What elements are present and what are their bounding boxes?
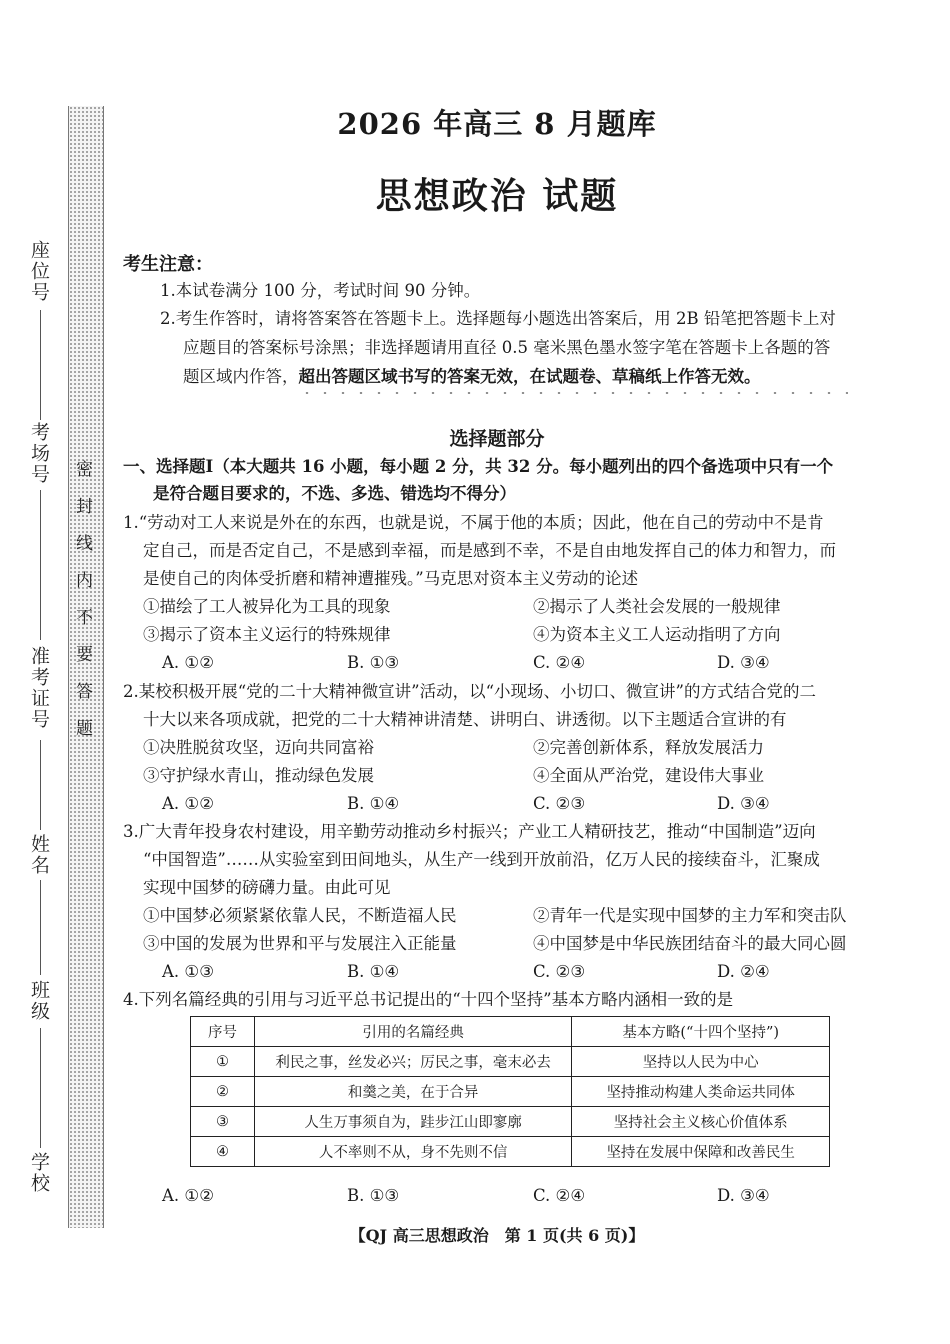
table-row xyxy=(191,1107,830,1137)
q2-statement-3: ③守护绿水青山，推动绿色发展 xyxy=(143,766,374,785)
seat-number-line xyxy=(40,310,41,420)
seat-number-label: 座位号 xyxy=(28,240,50,303)
q3-stem-line-2: “中国智造”……从实验室到田间地头，从生产一线到开放前沿，亿万人民的接续奋斗，汇聚成 xyxy=(143,850,820,869)
q2-statement-1: ①决胜脱贫攻坚，迈向共同富裕 xyxy=(143,738,374,757)
notice-item-2-line-1: 2.考生作答时，请将答案答在答题卡上。选择题每小题选出答案后，用 2B 铅笔把答题卡上对 xyxy=(160,309,836,328)
q3-statement-1: ①中国梦必须紧紧依靠人民，不断造福人民 xyxy=(143,906,457,925)
notice-item-2-line-3 xyxy=(183,366,761,388)
table-cell: 坚持社会主义核心价值体系 xyxy=(572,1107,830,1137)
table-row xyxy=(191,1047,830,1077)
q1-statement-2: ②揭示了人类社会发展的一般规律 xyxy=(533,597,781,616)
q4-option-d[interactable]: D. ③④ xyxy=(717,1186,770,1205)
school-label: 学校 xyxy=(28,1152,50,1194)
q3-statement-4: ④中国梦是中华民族团结奋斗的最大同心圆 xyxy=(533,934,847,953)
q2-option-b[interactable]: B. ①④ xyxy=(347,794,400,813)
q1-stem-line-3: 是使自己的肉体受折磨和精神遭摧残。”马克思对资本主义劳动的论述 xyxy=(143,569,639,588)
notice-item-2-line-2: 应题目的答案标号涂黑；非选择题请用直径 0.5 毫米黑色墨水签字笔在答题卡上各题的答 xyxy=(183,338,831,357)
class-line xyxy=(40,1028,41,1148)
table-row xyxy=(191,1077,830,1107)
q3-option-b[interactable]: B. ①④ xyxy=(347,962,400,981)
part-instruction-line-1: 一、选择题Ⅰ（本大题共 16 小题，每小题 2 分，共 32 分。每小题列出的四个备选项中只有一个 xyxy=(123,457,834,476)
q4-table xyxy=(190,1016,830,1167)
page-title: 2026 年高三 8 月题库 xyxy=(337,107,657,141)
table-cell: 坚持以人民为中心 xyxy=(572,1047,830,1077)
table-row xyxy=(191,1137,830,1167)
admission-number-line xyxy=(40,740,41,830)
q3-option-d[interactable]: D. ②④ xyxy=(717,962,770,981)
name-line xyxy=(40,880,41,975)
notice-item-2-line-3-normal: 题区域内作答， xyxy=(183,367,299,386)
q2-statement-4: ④全面从严治党，建设伟大事业 xyxy=(533,766,764,785)
q1-statement-3: ③揭示了资本主义运行的特殊规律 xyxy=(143,625,391,644)
table-cell: 坚持推动构建人类命运共同体 xyxy=(572,1077,830,1107)
q1-option-d[interactable]: D. ③④ xyxy=(717,653,770,672)
class-label: 班级 xyxy=(28,980,50,1022)
q3-option-a[interactable]: A. ①③ xyxy=(162,962,214,981)
q4-option-a[interactable]: A. ①② xyxy=(162,1186,214,1205)
admission-number-label: 准考证号 xyxy=(28,646,50,730)
q1-statement-1: ①描绘了工人被异化为工具的现象 xyxy=(143,597,391,616)
table-cell: 和羹之美，在于合异 xyxy=(254,1077,571,1107)
table-header-cell: 引用的名篇经典 xyxy=(254,1017,571,1047)
exam-room-line xyxy=(40,490,41,640)
table-header-row xyxy=(191,1017,830,1047)
q1-option-b[interactable]: B. ①③ xyxy=(347,653,400,672)
table-cell: ② xyxy=(191,1077,255,1107)
seal-strip-text: 密封线内不要答题 xyxy=(72,460,92,756)
q4-option-b[interactable]: B. ①③ xyxy=(347,1186,400,1205)
q1-option-a[interactable]: A. ①② xyxy=(162,653,214,672)
q2-option-c[interactable]: C. ②③ xyxy=(533,794,586,813)
q1-option-c[interactable]: C. ②④ xyxy=(533,653,586,672)
name-label: 姓名 xyxy=(28,834,50,876)
q4-option-c[interactable]: C. ②④ xyxy=(533,1186,586,1205)
q2-statement-2: ②完善创新体系，释放发展活力 xyxy=(533,738,764,757)
table-cell: ③ xyxy=(191,1107,255,1137)
q1-stem-line-2: 定自己，而是否定自己，不是感到幸福，而是感到不幸，不是自由地发挥自己的体力和智力，而 xyxy=(143,541,836,560)
table-cell: 人不率则不从，身不先则不信 xyxy=(254,1137,571,1167)
part-instruction-line-2: 是符合题目要求的，不选、多选、错选均不得分） xyxy=(153,484,516,503)
notice-item-2-emphasis: 超出答题区域书写的答案无效，在试题卷、草稿纸上作答无效。 xyxy=(298,367,761,386)
table-cell: 坚持在发展中保障和改善民生 xyxy=(572,1137,830,1167)
table-cell: ④ xyxy=(191,1137,255,1167)
q3-option-c[interactable]: C. ②③ xyxy=(533,962,586,981)
q1-statement-4: ④为资本主义工人运动指明了方向 xyxy=(533,625,781,644)
table-cell: 利民之事，丝发必兴；厉民之事，毫末必去 xyxy=(254,1047,571,1077)
q2-stem-line-1: 2.某校积极开展“党的二十大精神微宣讲”活动，以“小现场、小切口、微宣讲”的方式结合党的二 xyxy=(123,682,816,701)
q2-option-a[interactable]: A. ①② xyxy=(162,794,214,813)
q3-stem-line-1: 3.广大青年投身农村建设，用辛勤劳动推动乡村振兴；产业工人精研技艺，推动“中国制造”迈向 xyxy=(123,822,816,841)
table-cell: ① xyxy=(191,1047,255,1077)
notice-item-1: 1.本试卷满分 100 分，考试时间 90 分钟。 xyxy=(160,281,481,300)
q4-stem: 4.下列名篇经典的引用与习近平总书记提出的“十四个坚持”基本方略内涵相一致的是 xyxy=(123,990,734,1009)
section-title: 选择题部分 xyxy=(449,428,545,450)
q2-stem-line-2: 十大以来各项成就，把党的二十大精神讲清楚、讲明白、讲透彻。以下主题适合宣讲的有 xyxy=(143,710,787,729)
emphasis-dots xyxy=(298,390,848,396)
table-header-cell: 序号 xyxy=(191,1017,255,1047)
page-subtitle: 思想政治 试题 xyxy=(375,175,619,217)
q2-option-d[interactable]: D. ③④ xyxy=(717,794,770,813)
table-cell: 人生万事须自为，跬步江山即寥廓 xyxy=(254,1107,571,1137)
table-header-cell: 基本方略(“十四个坚持”) xyxy=(572,1017,830,1047)
q1-stem-line-1: 1.“劳动对工人来说是外在的东西，也就是说，不属于他的本质；因此，他在自己的劳动中不是肯 xyxy=(123,513,824,532)
notice-heading: 考生注意： xyxy=(123,254,213,275)
page-footer: 【QJ 高三思想政治 第 1 页(共 6 页)】 xyxy=(349,1226,645,1245)
q3-statement-3: ③中国的发展为世界和平与发展注入正能量 xyxy=(143,934,457,953)
q3-stem-line-3: 实现中国梦的磅礴力量。由此可见 xyxy=(143,878,391,897)
q3-statement-2: ②青年一代是实现中国梦的主力军和突击队 xyxy=(533,906,847,925)
exam-room-label: 考场号 xyxy=(28,422,50,485)
